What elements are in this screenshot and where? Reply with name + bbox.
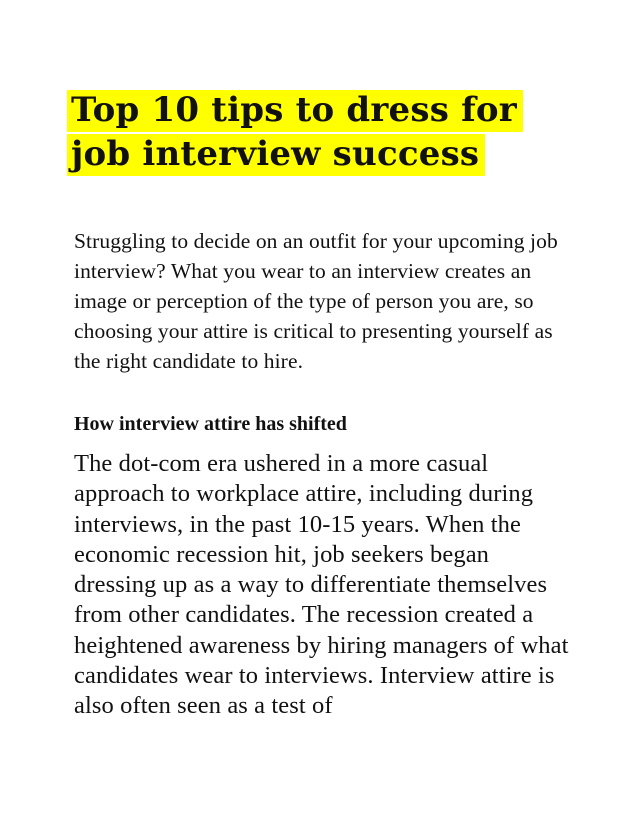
intro-paragraph: Struggling to decide on an outfit for your upcoming job interview? What you wear to an interview creates an image or perception of the type of person you are, so choosing your attire is critical to presenting yourself as the right candidate to hire. bbox=[74, 229, 558, 373]
section-body-paragraph: The dot-com era ushered in a more casual approach to workplace attire, including during interviews, in the past 10-15 years. When the economic recession hit, job seekers began dressing up as a way to differentiate themselves from other candidates. The recession created a heightened awareness by hiring managers of what candidates wear to interviews. Interview attire is also often seen as a test of bbox=[74, 450, 569, 720]
title-highlight: Top 10 tips to dress for job interview success bbox=[67, 90, 523, 176]
page-title bbox=[67, 88, 537, 176]
section-heading: How interview attire has shifted bbox=[74, 413, 347, 435]
